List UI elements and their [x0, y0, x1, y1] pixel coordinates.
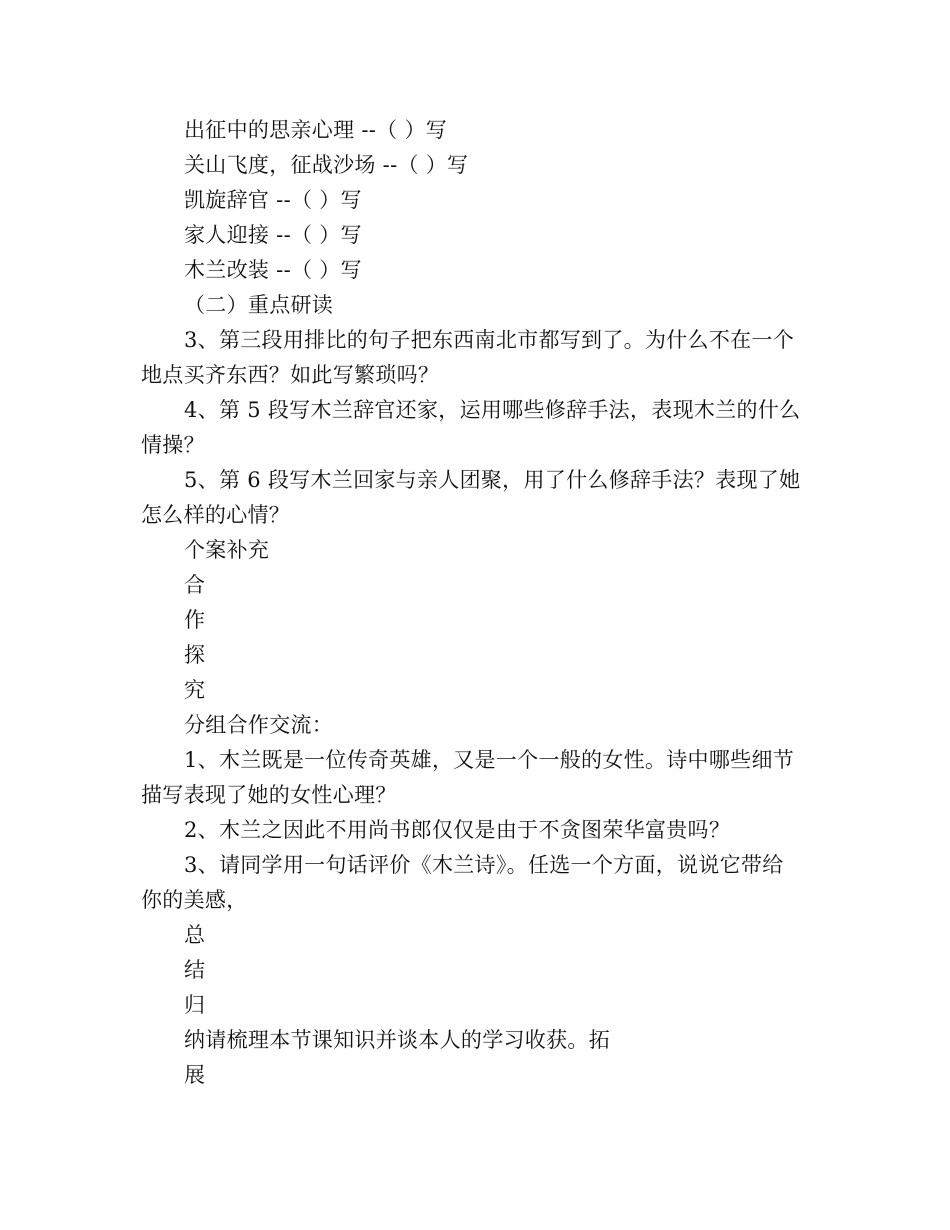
question-line: 2、木兰之因此不用尚书郎仅仅是由于不贪图荣华富贵吗？ [184, 818, 731, 842]
text-line: 个案补充 [184, 538, 270, 562]
question-line: 情操？ [141, 433, 205, 457]
vertical-label-char: 结 [184, 958, 206, 982]
vertical-label-char: 究 [184, 678, 206, 702]
vertical-label-char: 作 [184, 608, 206, 632]
section-heading: （二）重点研读 [184, 293, 334, 317]
question-line: 地点买齐东西？如此写繁琐吗？ [141, 363, 440, 387]
text-line: 分组合作交流： [184, 713, 334, 737]
text-line: 关山飞度，征战沙场 --（ ）写 [184, 153, 469, 177]
question-line: 你的美感， [141, 888, 248, 912]
vertical-label-char: 归 [184, 993, 206, 1017]
question-line: 3、第三段用排比的句子把东西南北市都写到了。为什么不在一个 [184, 328, 795, 352]
question-line: 4、第 5 段写木兰辞官还家，运用哪些修辞手法，表现木兰的什么 [184, 398, 801, 422]
question-line: 3、请同学用一句话评价《木兰诗》。任选一个方面，说说它带给 [184, 853, 784, 877]
text-line: 木兰改装 --（ ）写 [184, 258, 362, 282]
vertical-label-char: 展 [184, 1063, 206, 1087]
text-line: 出征中的思亲心理 --（ ）写 [184, 118, 448, 142]
vertical-label-char: 合 [184, 573, 206, 597]
question-line: 怎么样的心情？ [141, 503, 291, 527]
question-line: 描写表现了她的女性心理？ [141, 783, 397, 807]
text-line: 凯旋辞官 --（ ）写 [184, 188, 362, 212]
question-line: 1、木兰既是一位传奇英雄，又是一个一般的女性。诗中哪些细节 [184, 748, 795, 772]
text-line: 家人迎接 --（ ）写 [184, 223, 362, 247]
vertical-label-char: 探 [184, 643, 206, 667]
vertical-label-char: 总 [184, 923, 206, 947]
text-line: 纳请梳理本节课知识并谈本人的学习收获。拓 [184, 1028, 610, 1052]
question-line: 5、第 6 段写木兰回家与亲人团聚，用了什么修辞手法？表现了她 [184, 468, 801, 492]
